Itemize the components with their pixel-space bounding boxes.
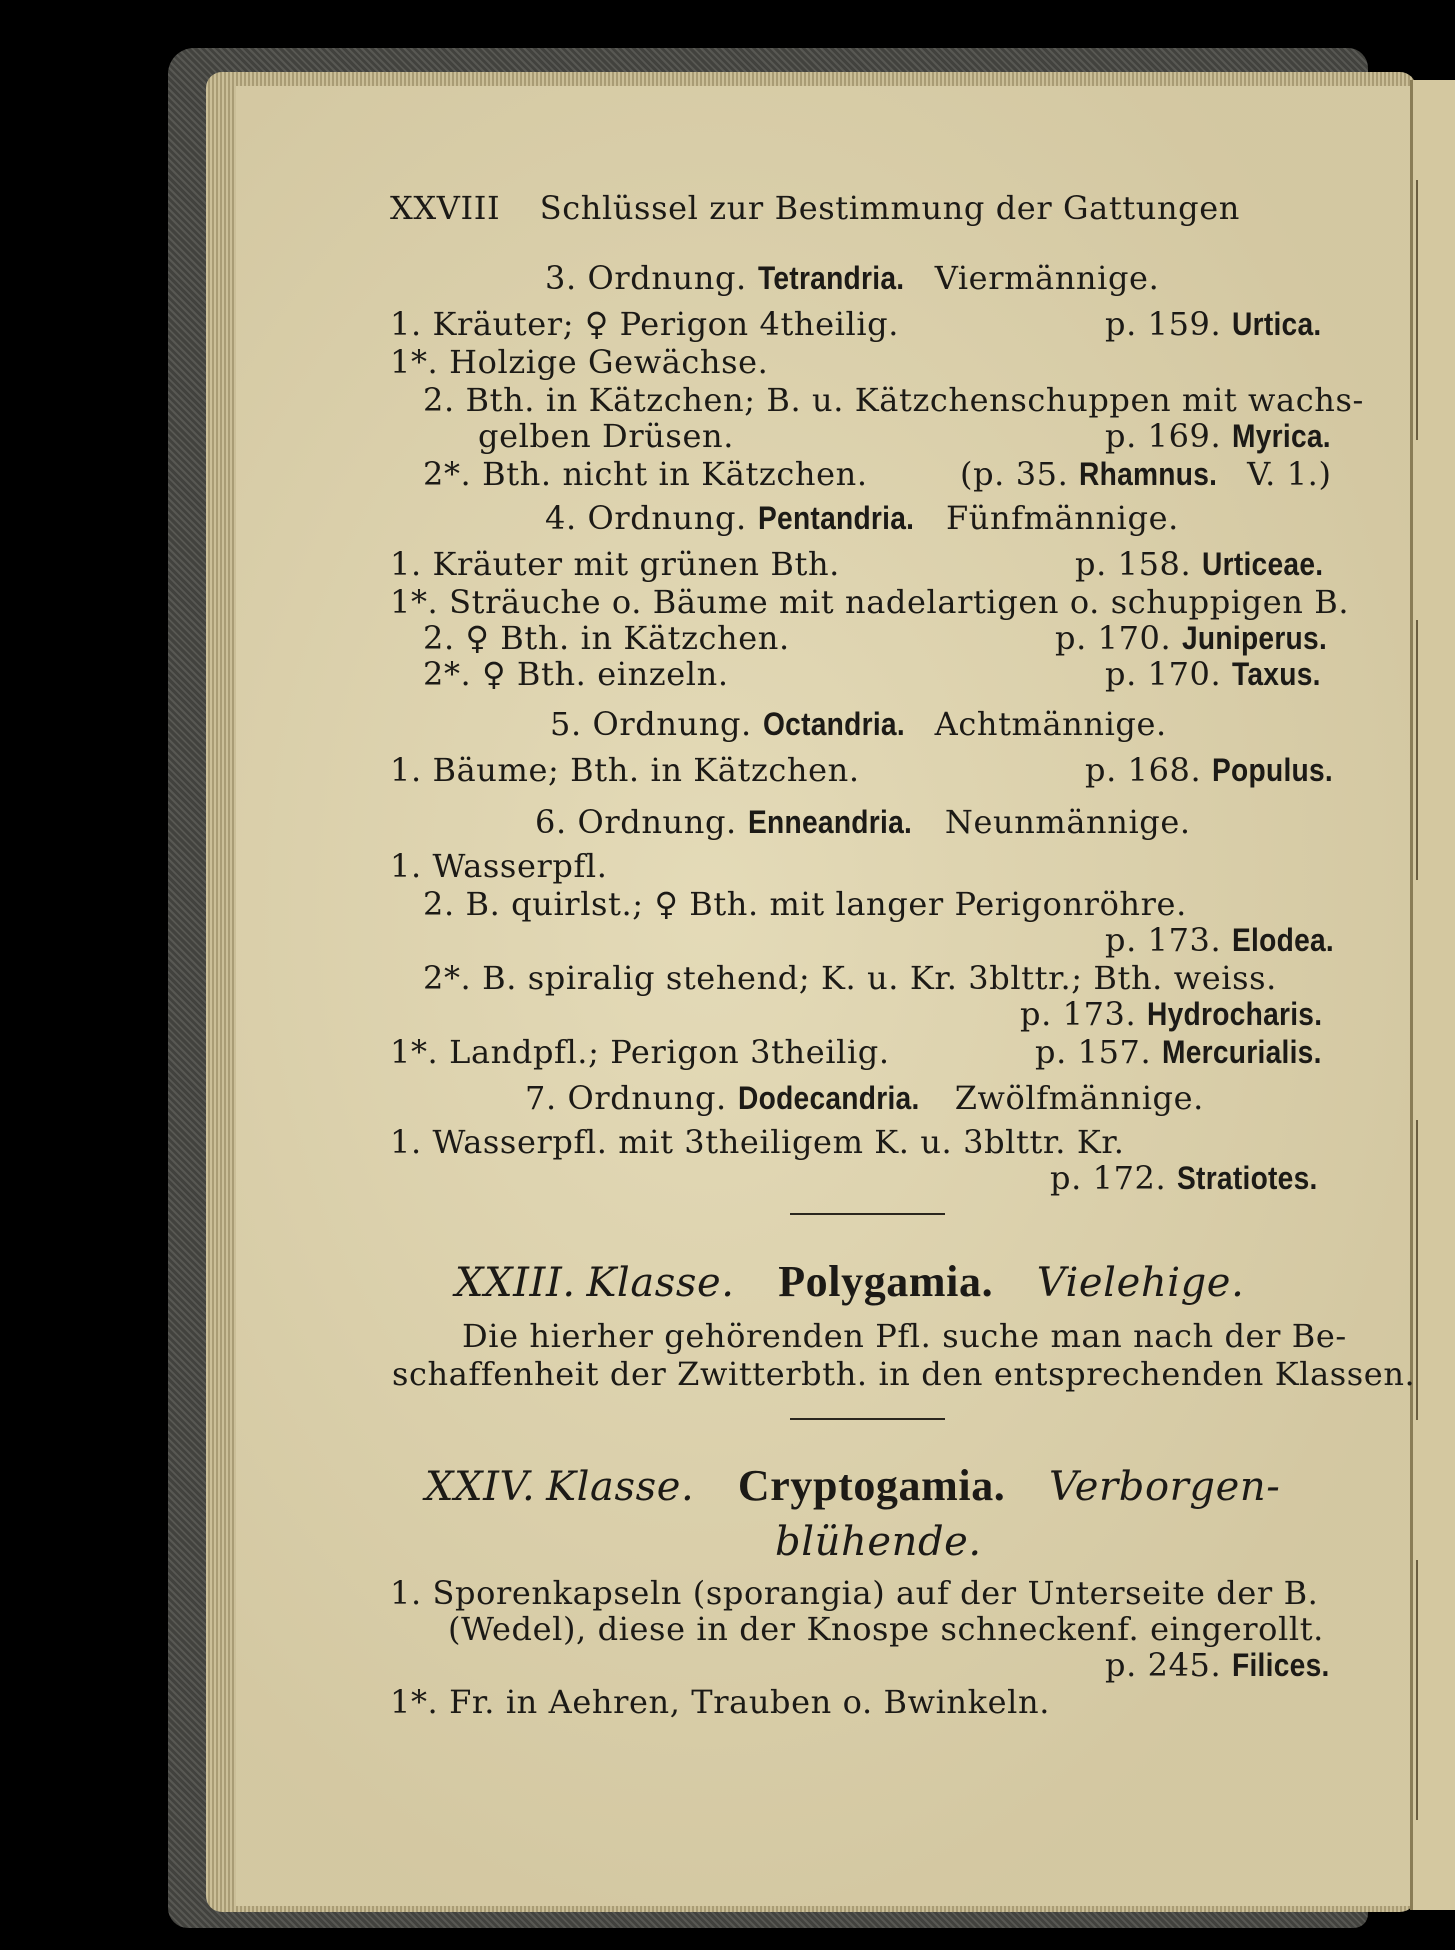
order-name: Dodecandria. xyxy=(737,1080,920,1116)
order-name: Tetrandria. xyxy=(757,260,904,296)
genus-ref: (p. 35. Rhamnus. V. 1.) xyxy=(960,455,1332,493)
key-entry: 1. Bäume; Bth. in Kätzchen. xyxy=(390,751,860,789)
order-name: Octandria. xyxy=(762,706,905,742)
key-entry: 1. Wasserpfl. mit 3theiligem K. u. 3blttr. Kr. xyxy=(390,1123,1125,1161)
genus-ref: p. 170. Taxus. xyxy=(1105,655,1321,693)
binding-stitch xyxy=(1416,620,1418,880)
order-heading: 6. Ordnung. Enneandria. Neunmännige. xyxy=(535,803,1191,841)
section-divider xyxy=(790,1418,945,1420)
key-entry: 1*. Sträuche o. Bäume mit nadelartigen o. schuppigen B. xyxy=(390,583,1350,621)
genus-ref: p. 159. Urtica. xyxy=(1105,305,1322,343)
order-heading: 7. Ordnung. Dodecandria. Zwölfmännige. xyxy=(525,1079,1204,1117)
key-entry: 1*. Landpfl.; Perigon 3theilig. xyxy=(390,1033,890,1071)
genus-ref: p. 172. Stratiotes. xyxy=(1050,1159,1318,1197)
key-entry: 1. Sporenkapseln (sporangia) auf der Unterseite der B. xyxy=(390,1574,1319,1612)
key-entry: 2*. B. spiralig stehend; K. u. Kr. 3blttr.; Bth. weiss. xyxy=(423,959,1277,997)
genus-ref: p. 169. Myrica. xyxy=(1105,417,1331,455)
class-note: Die hierher gehörenden Pfl. suche man nach der Be- xyxy=(462,1317,1347,1355)
genus-ref: p. 157. Mercurialis. xyxy=(1035,1033,1322,1071)
order-heading: 4. Ordnung. Pentandria. Fünfmännige. xyxy=(545,499,1179,537)
genus-ref: p. 170. Juniperus. xyxy=(1055,619,1328,657)
order-heading: 3. Ordnung. Tetrandria. Viermännige. xyxy=(545,259,1160,297)
genus-ref: p. 173. Hydrocharis. xyxy=(1020,995,1323,1033)
key-entry: 1. Kräuter mit grünen Bth. xyxy=(390,545,840,583)
running-header xyxy=(390,190,1240,226)
key-entry: 2*. Bth. nicht in Kätzchen. xyxy=(423,455,868,493)
key-entry: 1. Kräuter; ♀ Perigon 4theilig. xyxy=(390,305,900,343)
genus-ref: p. 168. Populus. xyxy=(1085,751,1334,789)
class-heading: XXIII. Klasse. Polygamia. Vielehige. xyxy=(455,1257,1245,1306)
genus-ref: p. 173. Elodea. xyxy=(1105,921,1335,959)
binding-stitch xyxy=(1416,180,1418,440)
class-note: schaffenheit der Zwitterbth. in den entsprechenden Klassen. xyxy=(392,1355,1416,1393)
class-name: Cryptogamia. xyxy=(737,1461,1006,1510)
binding-stitch xyxy=(1416,1120,1418,1420)
key-entry: 1*. Fr. in Aehren, Trauben o. Bwinkeln. xyxy=(390,1683,1050,1721)
key-entry: 1*. Holzige Gewächse. xyxy=(390,343,769,381)
key-entry: 2. Bth. in Kätzchen; B. u. Kätzchenschuppen mit wachs- xyxy=(423,381,1364,419)
key-entry-cont: (Wedel), diese in der Knospe schneckenf. eingerollt. xyxy=(448,1610,1324,1648)
section-divider xyxy=(790,1213,945,1215)
key-entry-cont: gelben Drüsen. xyxy=(478,417,734,455)
binding-stitch xyxy=(1416,1560,1418,1820)
key-entry: 2. B. quirlst.; ♀ Bth. mit langer Perigonröhre. xyxy=(423,885,1187,923)
class-name: Polygamia. xyxy=(778,1257,994,1306)
running-title: Schlüssel zur Bestimmung der Gattungen xyxy=(539,189,1241,227)
order-name: Pentandria. xyxy=(757,500,914,536)
page-number: XXVIII xyxy=(390,189,501,227)
key-entry: 1. Wasserpfl. xyxy=(390,847,608,885)
class-heading: XXIV. Klasse. Cryptogamia. Verborgen- xyxy=(425,1461,1281,1510)
genus-ref: p. 245. Filices. xyxy=(1105,1646,1330,1684)
key-entry: 2*. ♀ Bth. einzeln. xyxy=(423,655,729,693)
order-name: Enneandria. xyxy=(747,804,912,840)
order-heading: 5. Ordnung. Octandria. Achtmännige. xyxy=(550,705,1167,743)
class-heading-cont: blühende. xyxy=(775,1519,982,1565)
key-entry: 2. ♀ Bth. in Kätzchen. xyxy=(423,619,790,657)
genus-ref: p. 158. Urticeae. xyxy=(1075,545,1324,583)
